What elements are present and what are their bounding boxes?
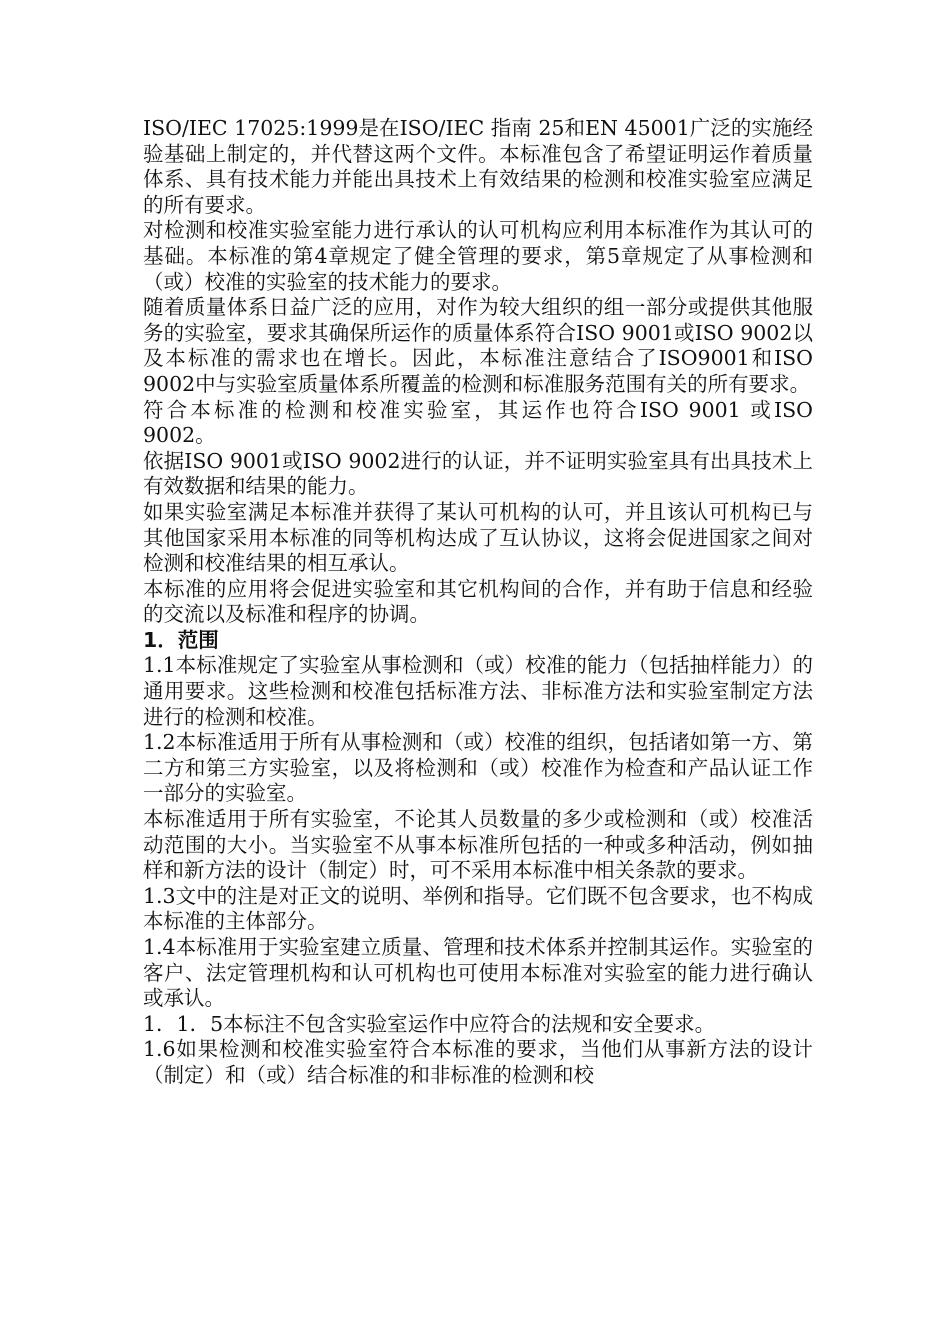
scope-paragraph-1-5: 1．1．5本标注不包含实验室运作中应符合的法规和安全要求。	[143, 1011, 716, 1036]
scope-paragraph-1-2-note: 本标准适用于所有实验室，不论其人员数量的多少或检测和（或）校准活动范围的大小。当实验室不从事本标准所包括的一种或多种活动，例如抽样和新方法的设计（制定）时，可不采用本标准中相关条款的要求。	[143, 807, 813, 883]
intro-paragraph-5: 依据ISO 9001或ISO 9002进行的认证，并不证明实验室具有出具技术上有效数据和结果的能力。	[143, 448, 813, 499]
scope-paragraph-1-6: 1.6如果检测和校准实验室符合本标准的要求，当他们从事新方法的设计（制定）和（或）结合标准的和非标准的检测和校	[143, 1037, 813, 1087]
document-body	[143, 116, 813, 1089]
intro-paragraph-6: 如果实验室满足本标准并获得了某认可机构的认可，并且该认可机构已与其他国家采用本标准的同等机构达成了互认协议，这将会促进国家之间对检测和校准结果的相互承认。	[143, 499, 813, 576]
intro-paragraph-1: ISO/IEC 17025:1999是在ISO/IEC 指南 25和EN 45001广泛的实施经验基础上制定的，并代替这两个文件。本标准包含了希望证明运作着质量体系、具有技术能力并能出具技术上有效结果的检测和校准实验室应满足的所有要求。	[143, 116, 813, 217]
scope-paragraph-1-2: 1.2本标准适用于所有从事检测和（或）校准的组织，包括诸如第一方、第二方和第三方实验室，以及将检测和（或）校准作为检查和产品认证工作一部分的实验室。	[143, 730, 813, 806]
scope-paragraph-1-1: 1.1本标准规定了实验室从事检测和（或）校准的能力（包括抽样能力）的通用要求。这些检测和校准包括标准方法、非标准方法和实验室制定方法进行的检测和校准。	[143, 653, 813, 729]
section-heading-scope: 1．范围	[143, 627, 219, 652]
intro-paragraph-2: 对检测和校准实验室能力进行承认的认可机构应利用本标准作为其认可的基础。本标准的第4章规定了健全管理的要求，第5章规定了从事检测和（或）校准的实验室的技术能力的要求。	[143, 218, 813, 294]
scope-paragraph-1-4: 1.4本标准用于实验室建立质量、管理和技术体系并控制其运作。实验室的客户、法定管理机构和认可机构也可使用本标准对实验室的能力进行确认或承认。	[143, 935, 813, 1011]
scope-paragraph-1-3: 1.3文中的注是对正文的说明、举例和指导。它们既不包含要求，也不构成本标准的主体部分。	[143, 883, 813, 934]
intro-paragraph-4: 符合本标准的检测和校准实验室，其运作也符合ISO 9001 或ISO 9002。	[143, 397, 813, 448]
intro-paragraph-7: 本标准的应用将会促进实验室和其它机构间的合作，并有助于信息和经验的交流以及标准和程序的协调。	[143, 576, 813, 627]
intro-paragraph-3: 随着质量体系日益广泛的应用，对作为较大组织的组一部分或提供其他服务的实验室，要求其确保所运作的质量体系符合ISO 9001或ISO 9002以及本标准的需求也在增长。因此，本标准注意结合了ISO9001和ISO 9002中与实验室质量体系所覆盖的检测和标准服务范围有关的所有要求。	[143, 295, 813, 396]
